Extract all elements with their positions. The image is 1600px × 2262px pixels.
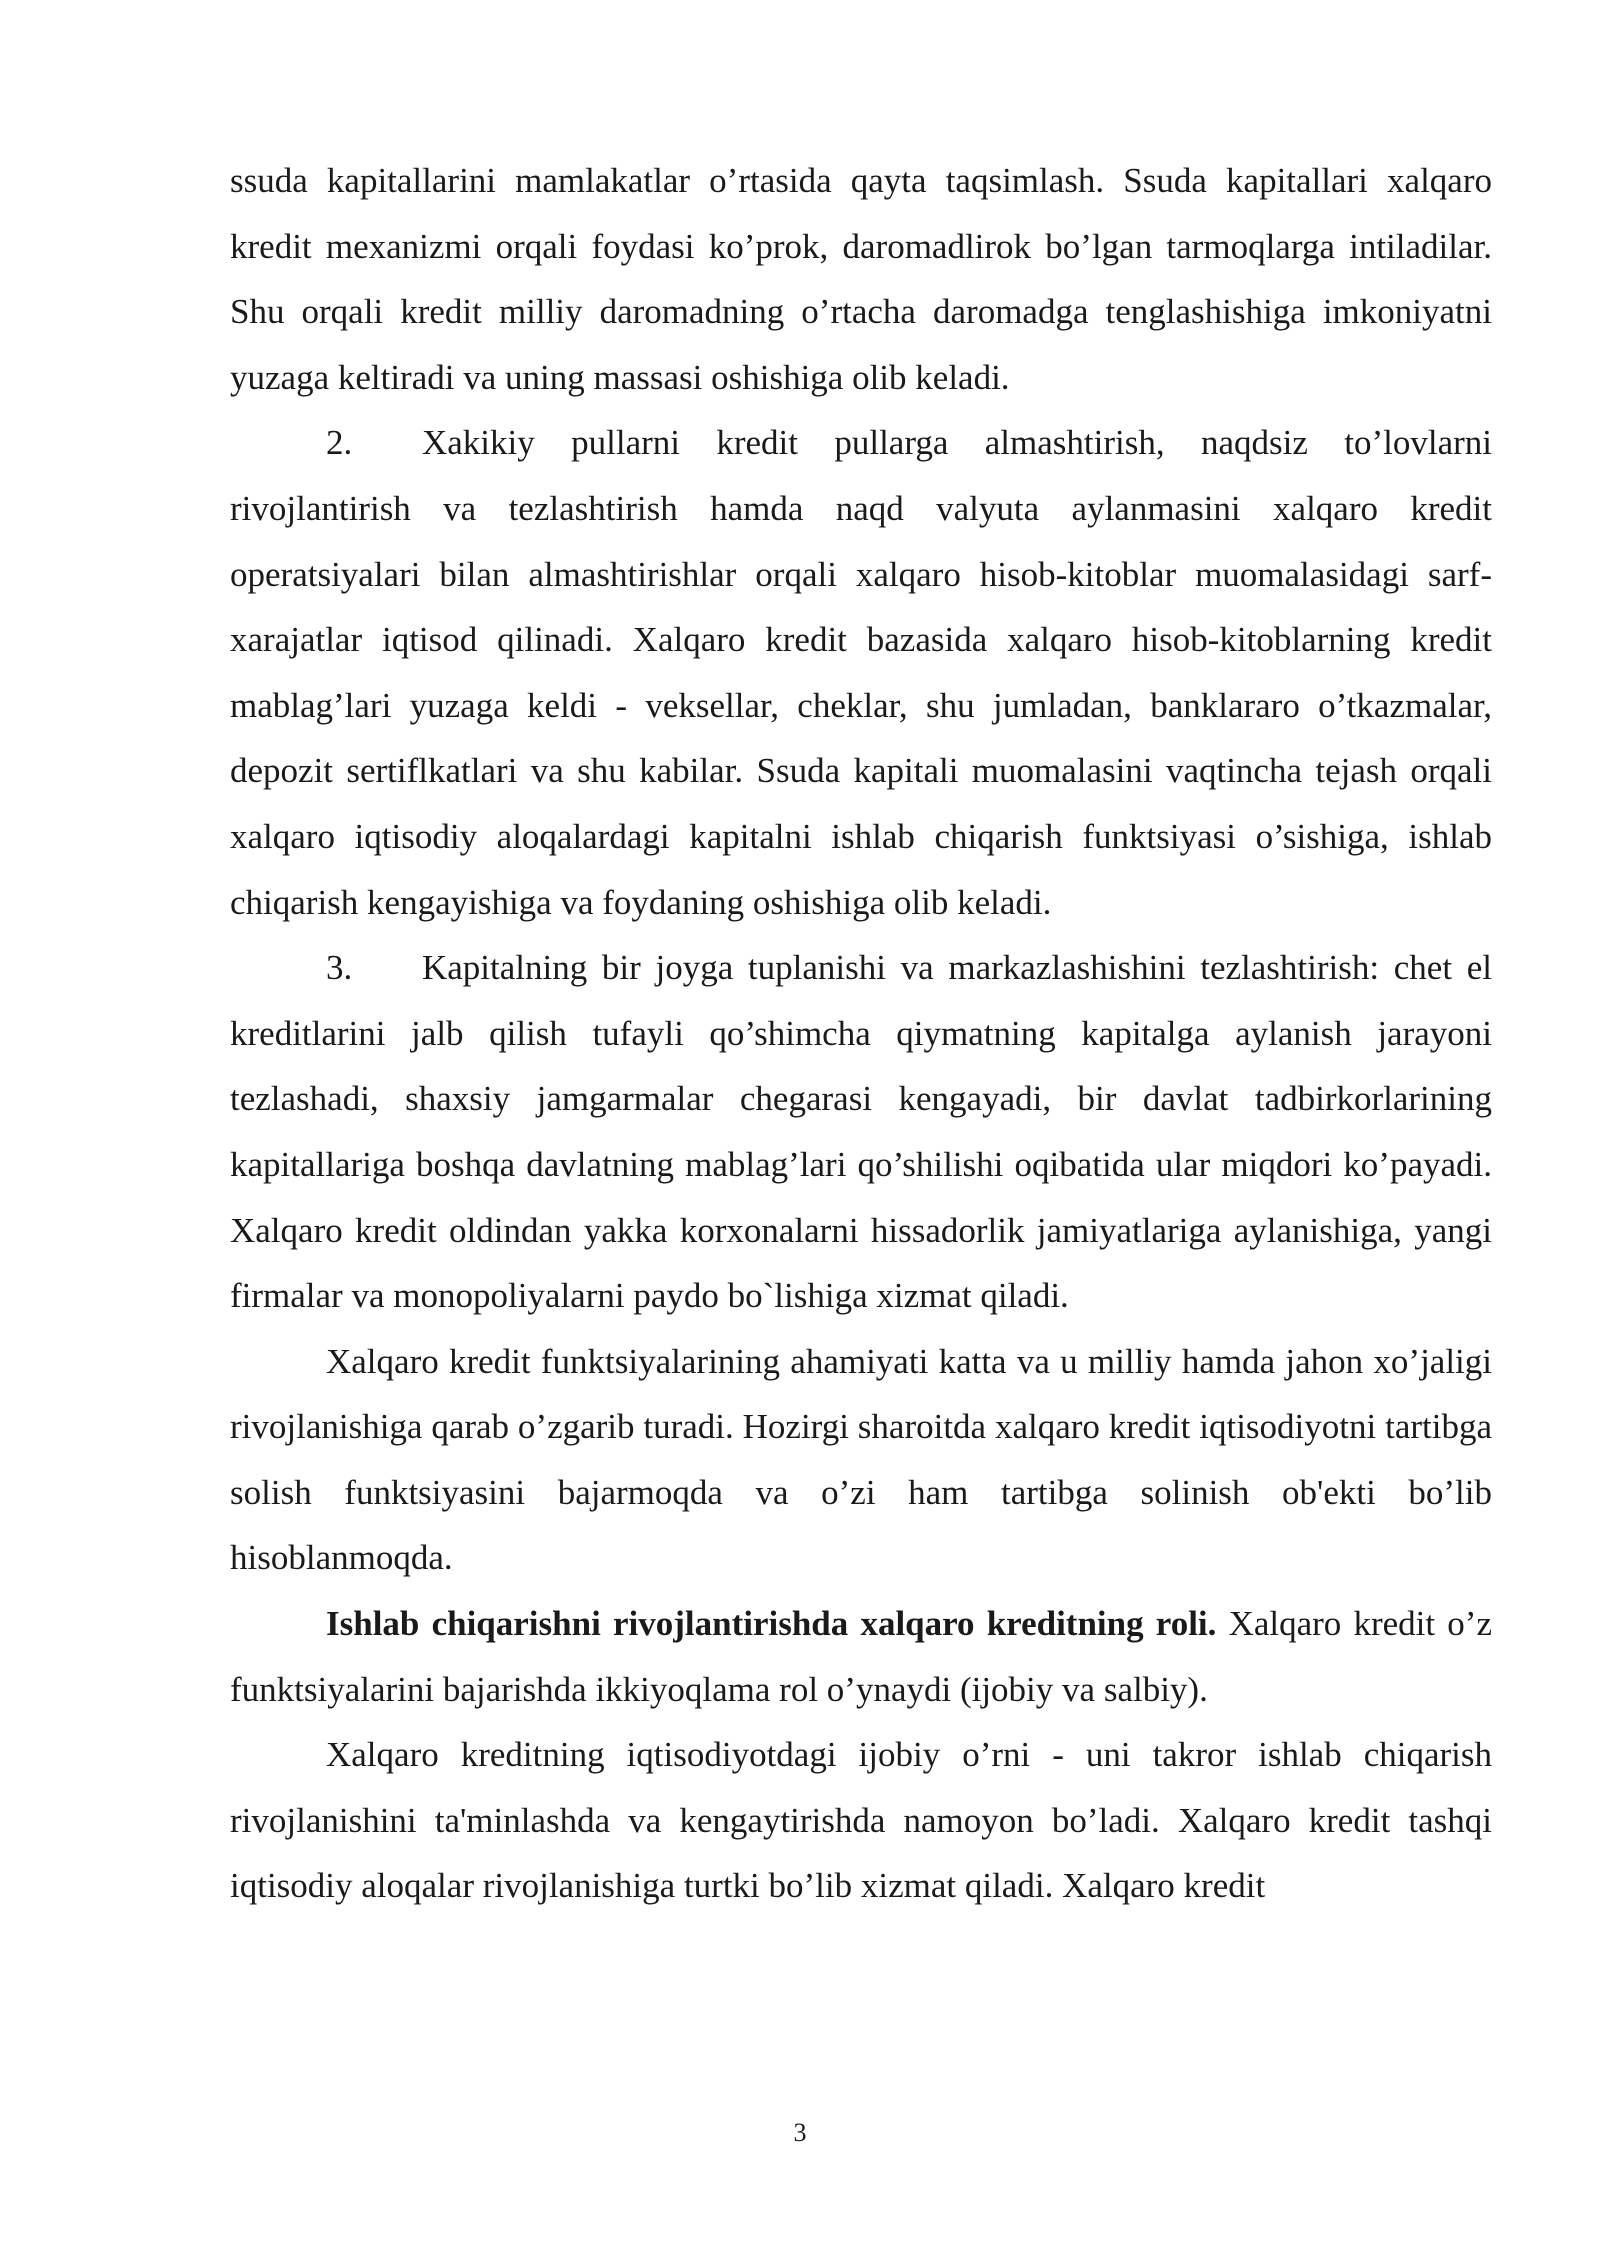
paragraph-functions-importance: Xalqaro kredit funktsiyalarining ahamiyati katta va u milliy hamda jahon xo’jaligi rivojlanishiga qarab o’zgarib turadi. Hozirgi sharoitda xalqaro kredit iqtisodiyotni tartibga solish funktsiyasini bajarmoqda va o’zi ham tartibga solinish ob'ekti bo’lib hisoblanmoqda. (230, 1341, 1492, 1578)
list-number: 3. (326, 948, 353, 988)
paragraph-positive-role: Xalqaro kreditning iqtisodiyotdagi ijobiy o’rni - uni takror ishlab chiqarish rivojlanishini ta'minlashda va kengaytirishda namoyon bo’ladi. Xalqaro kredit tashqi iqtisodiy aloqalar rivojlanishiga turtki bo’lib xizmat qiladi. Xalqaro kredit (230, 1735, 1492, 1906)
numbered-paragraph-text: Kapitalning bir joyga tuplanishi va markazlashishini tezlashtirish: chet el kreditlarini jalb qilish tufayli qo’shimcha qiymatning kapitalga aylanish jarayoni tezlashadi, shaxsiy jamgarmalar chegarasi kengayadi, bir davlat tadbirkorlarining kapitallariga boshqa davlatning mablag’lari qo’shilishi oqibatida ular miqdori ko’payadi. Xalqaro kredit oldindan yakka korxonalarni hissadorlik jamiyatlariga aylanishiga, yangi firmalar va monopoliyalarni paydo bo`lishiga xizmat qiladi. (230, 948, 1492, 1316)
section-heading-inline: Ishlab chiqarishni rivojlantirishda xalqaro kreditning roli. (326, 1604, 1217, 1644)
numbered-paragraph-3 (230, 935, 1492, 1329)
numbered-paragraph-text: Xakikiy pullarni kredit pullarga almashtirish, naqdsiz to’lovlarni rivojlantirish va tezlashtirish hamda naqd valyuta aylanmasini xalqaro kredit operatsiyalari bilan almashtirishlar orqali xalqaro hisob-kitoblar muomalasidagi sarf-xarajatlar iqtisod qilinadi. Xalqaro kredit bazasida xalqaro hisob-kitoblarning kredit mablag’lari yuzaga keldi - veksellar, cheklar, shu jumladan, banklararo o’tkazmalar, depozit sertiflkatlari va shu kabilar. Ssuda kapitali muomalasini vaqtincha tejash orqali xalqaro iqtisodiy aloqalardagi kapitalni ishlab chiqarish funktsiyasi o’sishiga, ishlab chiqarish kengayishiga va foydaning oshishiga olib keladi. (230, 423, 1492, 922)
list-number: 2. (326, 423, 353, 463)
numbered-paragraph-2 (230, 410, 1492, 935)
paragraph-continuation: ssuda kapitallarini mamlakatlar o’rtasida qayta taqsimlash. Ssuda kapitallari xalqaro kredit mexanizmi orqali foydasi ko’prok, daromadlirok bo’lgan tarmoqlarga intiladilar. Shu orqali kredit milliy daromadning o’rtacha daromadga tenglashishiga imkoniyatni yuzaga keltiradi va uning massasi oshishiga olib keladi. (230, 161, 1492, 397)
paragraph-text: Xalqaro kredit o’z funktsiyalarini bajarishda ikkiyoqlama rol o’ynaydi (ijobiy va salbiy). (230, 1604, 1492, 1709)
paragraph-credit-role (230, 1591, 1492, 1722)
page-number: 3 (793, 2118, 807, 2147)
document-body (230, 148, 1492, 1919)
